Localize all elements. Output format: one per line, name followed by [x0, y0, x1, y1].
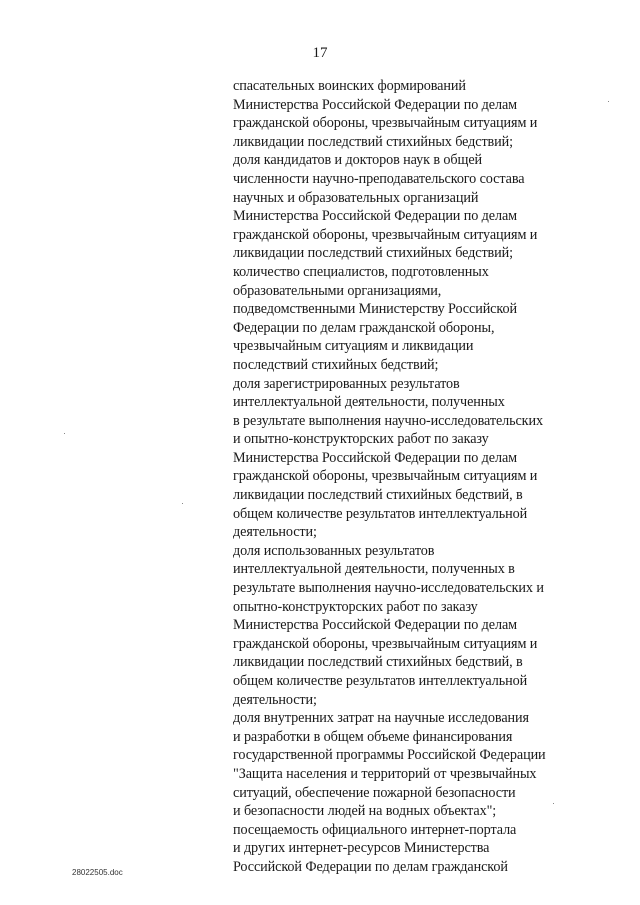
text-line: доля кандидатов и докторов наук в общей [233, 152, 483, 169]
text-line: ликвидации последствий стихийных бедствий; [233, 133, 513, 150]
body-text [233, 77, 593, 877]
text-line: доля внутренних затрат на научные исследования [233, 710, 529, 727]
text-line: и разработки в общем объеме финансирования [233, 728, 513, 745]
text-line: доля использованных результатов [233, 542, 435, 559]
text-line: научных и образовательных организаций [233, 189, 479, 206]
text-line: "Защита населения и территорий от чрезвычайных [233, 765, 537, 782]
text-line: ситуаций, обеспечение пожарной безопасности [233, 784, 516, 801]
text-line: численности научно-преподавательского состава [233, 170, 525, 187]
scan-speck [608, 101, 609, 102]
text-line: Министерства Российской Федерации по делам [233, 617, 518, 634]
scan-speck [182, 503, 183, 504]
text-line: гражданской обороны, чрезвычайным ситуациям и [233, 468, 538, 485]
text-line: гражданской обороны, чрезвычайным ситуациям и [233, 635, 538, 652]
text-line: доля зарегистрированных результатов [233, 375, 460, 392]
text-line: общем количестве результатов интеллектуальной [233, 673, 528, 689]
text-line: чрезвычайным ситуациям и ликвидации [233, 338, 474, 355]
text-line: ликвидации последствий стихийных бедствий, в [233, 654, 523, 671]
text-line: спасательных воинских формирований [233, 78, 466, 94]
text-line: и других интернет-ресурсов Министерства [233, 840, 490, 857]
text-line: количество специалистов, подготовленных [233, 263, 489, 280]
document-file-code: 28022505.doc [72, 868, 123, 877]
text-line: Федерации по делам гражданской обороны, [233, 319, 495, 336]
scan-speck [64, 433, 65, 434]
text-line: посещаемость официального интернет-портала [233, 821, 517, 838]
text-line: опытно-конструкторских работ по заказу [233, 598, 478, 615]
page-number: 17 [312, 45, 328, 61]
scan-speck [553, 803, 554, 804]
text-line: общем количестве результатов интеллектуальной [233, 505, 528, 522]
text-line: Министерства Российской Федерации по делам [233, 449, 518, 466]
text-line: результате выполнения научно-исследовательских и [233, 580, 544, 597]
text-line: и опытно-конструкторских работ по заказу [233, 431, 489, 448]
text-line: и безопасности людей на водных объектах"; [233, 803, 497, 820]
text-line: подведомственными Министерству Российской [233, 301, 517, 318]
text-line: государственной программы Российской Федерации [233, 747, 546, 764]
text-line: деятельности; [233, 691, 317, 708]
text-line: интеллектуальной деятельности, полученных в [233, 561, 515, 578]
text-line: гражданской обороны, чрезвычайным ситуациям и [233, 115, 538, 132]
text-line: деятельности; [233, 524, 317, 541]
text-line: ликвидации последствий стихийных бедствий; [233, 245, 513, 262]
text-line: Министерства Российской Федерации по делам [233, 208, 518, 225]
text-line: Министерства Российской Федерации по делам [233, 96, 518, 113]
text-line: ликвидации последствий стихийных бедствий, в [233, 487, 523, 504]
text-line: в результате выполнения научно-исследовательских [233, 412, 543, 429]
text-line: последствий стихийных бедствий; [233, 356, 439, 373]
text-line: гражданской обороны, чрезвычайным ситуациям и [233, 226, 538, 243]
text-line: интеллектуальной деятельности, полученных [233, 394, 505, 411]
text-line: образовательными организациями, [233, 282, 442, 299]
text-line: Российской Федерации по делам гражданской [233, 858, 508, 875]
